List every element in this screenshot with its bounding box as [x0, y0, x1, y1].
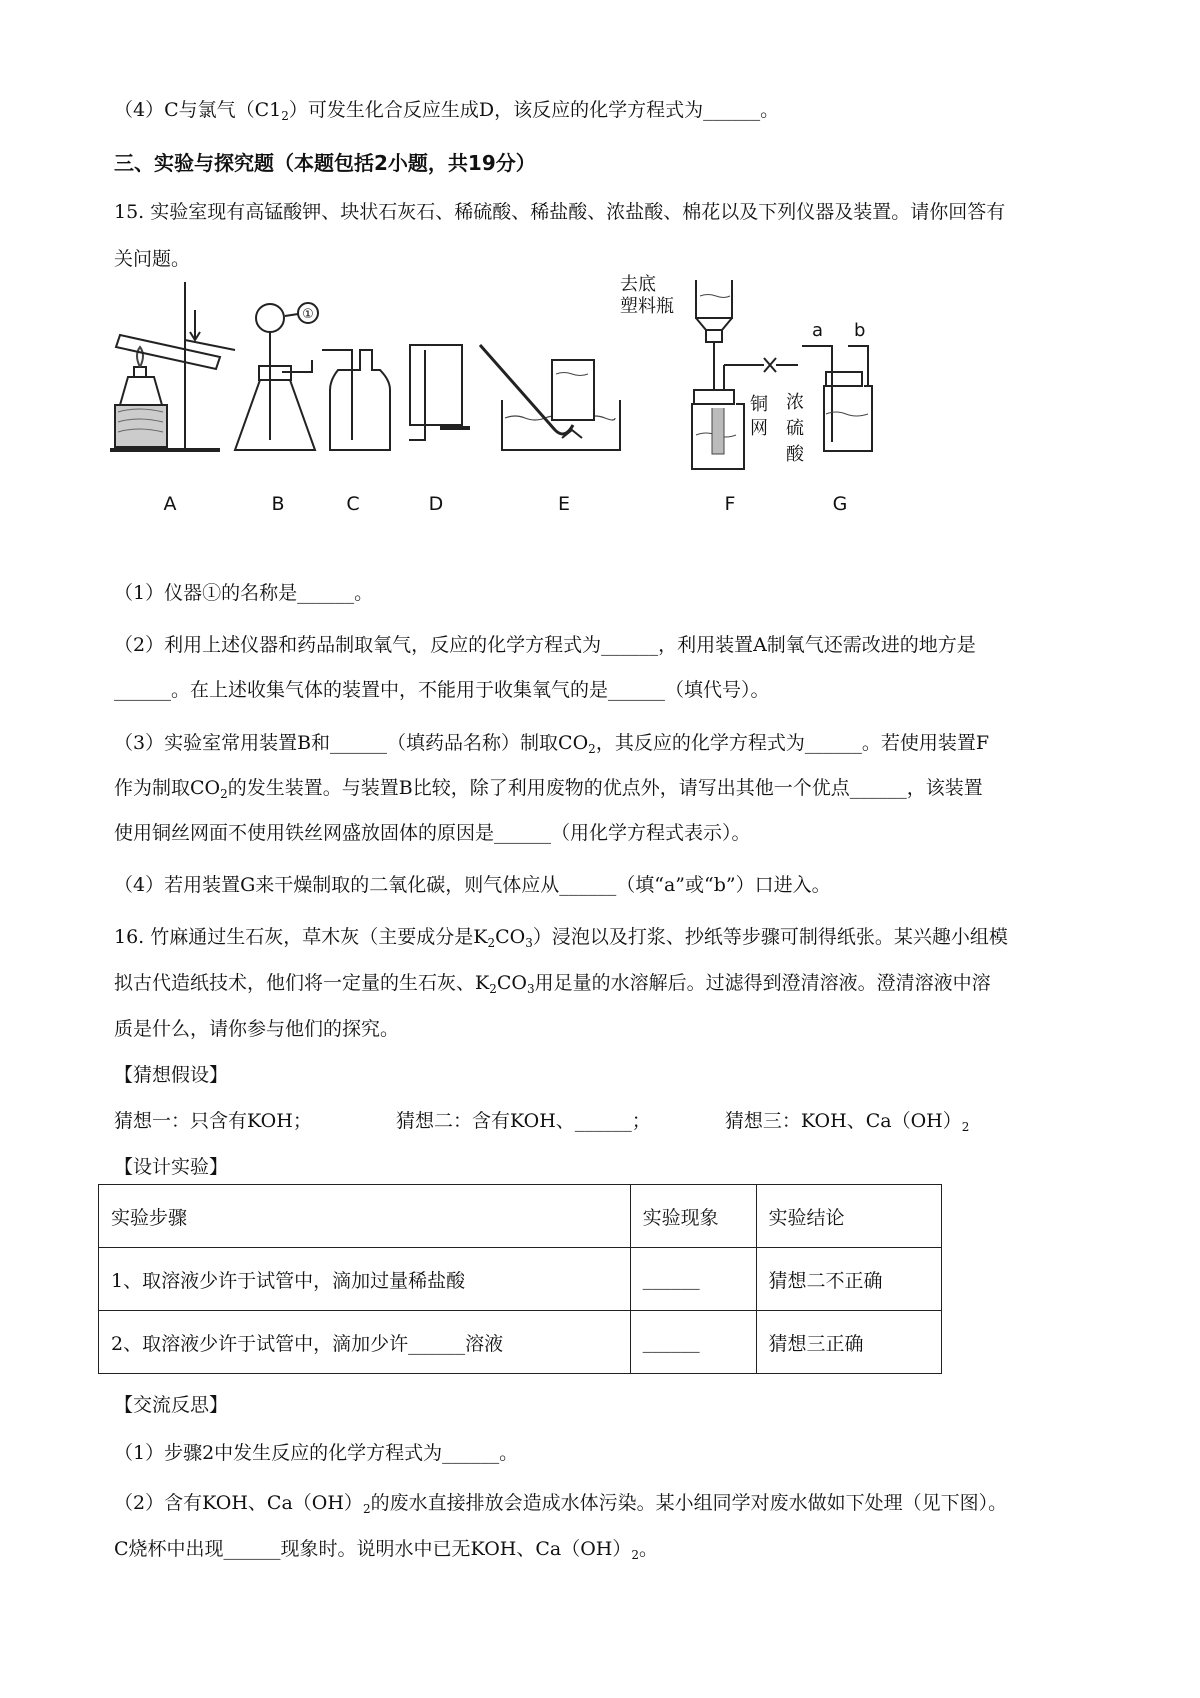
q14-part4-line: （4）C与氯气$(C1_2)$可发生化合反应生成D，该反应的化学方程式为______。 [114, 99, 780, 123]
q15-part2-line1: （2）利用上述仪器和药品制取氧气，反应的化学方程式为______，利用装置A制氧气还需改进的地方是 [114, 634, 976, 656]
reflection-2-line1: （2）含有KOH、$Ca(OH)_2$的废水直接排放会造成水体污染。某小组同学对废水做如下处理（见下图）。 [114, 1492, 1008, 1516]
table-cell: 2、取溶液少许于试管中，滴加少许______溶液 [99, 1311, 631, 1374]
reflection-heading: 【交流反思】 [114, 1394, 229, 1416]
table-header: 实验结论 [756, 1185, 941, 1248]
svg-text:酸: 酸 [786, 444, 804, 465]
label-g: G [832, 493, 848, 515]
svg-text:硫: 硫 [786, 418, 804, 439]
svg-text:塑料瓶: 塑料瓶 [620, 296, 674, 317]
label-a: A [163, 493, 177, 515]
svg-text:a: a [812, 320, 824, 341]
svg-text:去底: 去底 [620, 274, 656, 295]
hypotheses-line [114, 1106, 969, 1142]
table-row [99, 1311, 942, 1374]
section-3-heading: 三、实验与探究题（本题包括2小题，共19分） [114, 151, 536, 175]
q16-line2: 拟古代造纸技术，他们将一定量的生石灰、$K_2CO_3$用足量的水溶解后。过滤得到澄清溶液。澄清溶液中溶 [114, 972, 991, 996]
svg-text:网: 网 [750, 418, 768, 439]
table-cell: 1、取溶液少许于试管中，滴加过量稀盐酸 [99, 1248, 631, 1311]
q15-part3-line2: 作为制取$CO_2$的发生装置。与装置B比较，除了利用废物的优点外，请写出其他一个优点______，该装置 [114, 777, 983, 801]
table-header: 实验步骤 [99, 1185, 631, 1248]
table-cell: ______ [630, 1248, 756, 1311]
apparatus-figure [110, 274, 1090, 570]
q15-part4: （4）若用装置G来干燥制取的二氧化碳，则气体应从______（填“a”或“b”）口进入。 [114, 874, 831, 896]
svg-text:①: ① [302, 307, 314, 322]
table-header: 实验现象 [630, 1185, 756, 1248]
reflection-2-line2: C烧杯中出现______现象时。说明水中已无KOH、$Ca(OH)_2$。 [114, 1538, 659, 1562]
experiment-table [98, 1184, 942, 1374]
table-cell: ______ [630, 1311, 756, 1374]
design-heading: 【设计实验】 [114, 1156, 229, 1178]
svg-text:浓: 浓 [786, 392, 804, 413]
table-cell: 猜想二不正确 [756, 1248, 941, 1311]
q15-part3-line3: 使用铜丝网面不使用铁丝网盛放固体的原因是______（用化学方程式表示）。 [114, 822, 751, 844]
q15-part3-line1: （3）实验室常用装置B和______（填药品名称）制取$CO_2$，其反应的化学方程式为______。若使用装置F [114, 732, 989, 756]
hypothesis-3: 猜想三：KOH、$Ca(OH)_2$ [724, 1110, 970, 1134]
label-c: C [346, 493, 360, 515]
apparatus-c [322, 350, 390, 450]
label-f: F [724, 493, 736, 515]
apparatus-f [620, 274, 798, 469]
svg-text:铜: 铜 [750, 394, 768, 415]
reflection-1: （1）步骤2中发生反应的化学方程式为______。 [114, 1442, 519, 1464]
apparatus-d [409, 345, 470, 440]
label-e: E [557, 493, 571, 515]
q16-line3: 质是什么，请你参与他们的探究。 [114, 1018, 400, 1040]
hypothesis-1: 猜想一：只含有KOH； [114, 1110, 312, 1132]
apparatus-b [235, 303, 318, 450]
q15-intro-line2: 关问题。 [114, 248, 191, 270]
apparatus-a [110, 282, 235, 450]
hypothesis-heading: 【猜想假设】 [114, 1064, 229, 1086]
svg-text:b: b [854, 320, 866, 341]
q15-part2-line2: ______。在上述收集气体的装置中，不能用于收集氧气的是______（填代号）。 [114, 679, 770, 701]
q15-intro-line1: 15. 实验室现有高锰酸钾、块状石灰石、稀硫酸、稀盐酸、浓盐酸、棉花以及下列仪器及装置。请你回答有 [114, 201, 1006, 223]
table-header-row [99, 1185, 942, 1248]
label-d: D [428, 493, 444, 515]
hypothesis-2: 猜想二：含有KOH、______； [395, 1110, 651, 1132]
q16-line1: 16. 竹麻通过生石灰，草木灰（主要成分是$K_2CO_3$）浸泡以及打浆、抄纸等步骤可制得纸张。某兴趣小组模 [114, 926, 1008, 950]
table-row [99, 1248, 942, 1311]
apparatus-g [786, 320, 872, 465]
table-cell: 猜想三正确 [756, 1311, 941, 1374]
apparatus-e [480, 345, 620, 450]
q15-part1: （1）仪器①的名称是______。 [114, 582, 374, 604]
label-b: B [271, 493, 285, 515]
